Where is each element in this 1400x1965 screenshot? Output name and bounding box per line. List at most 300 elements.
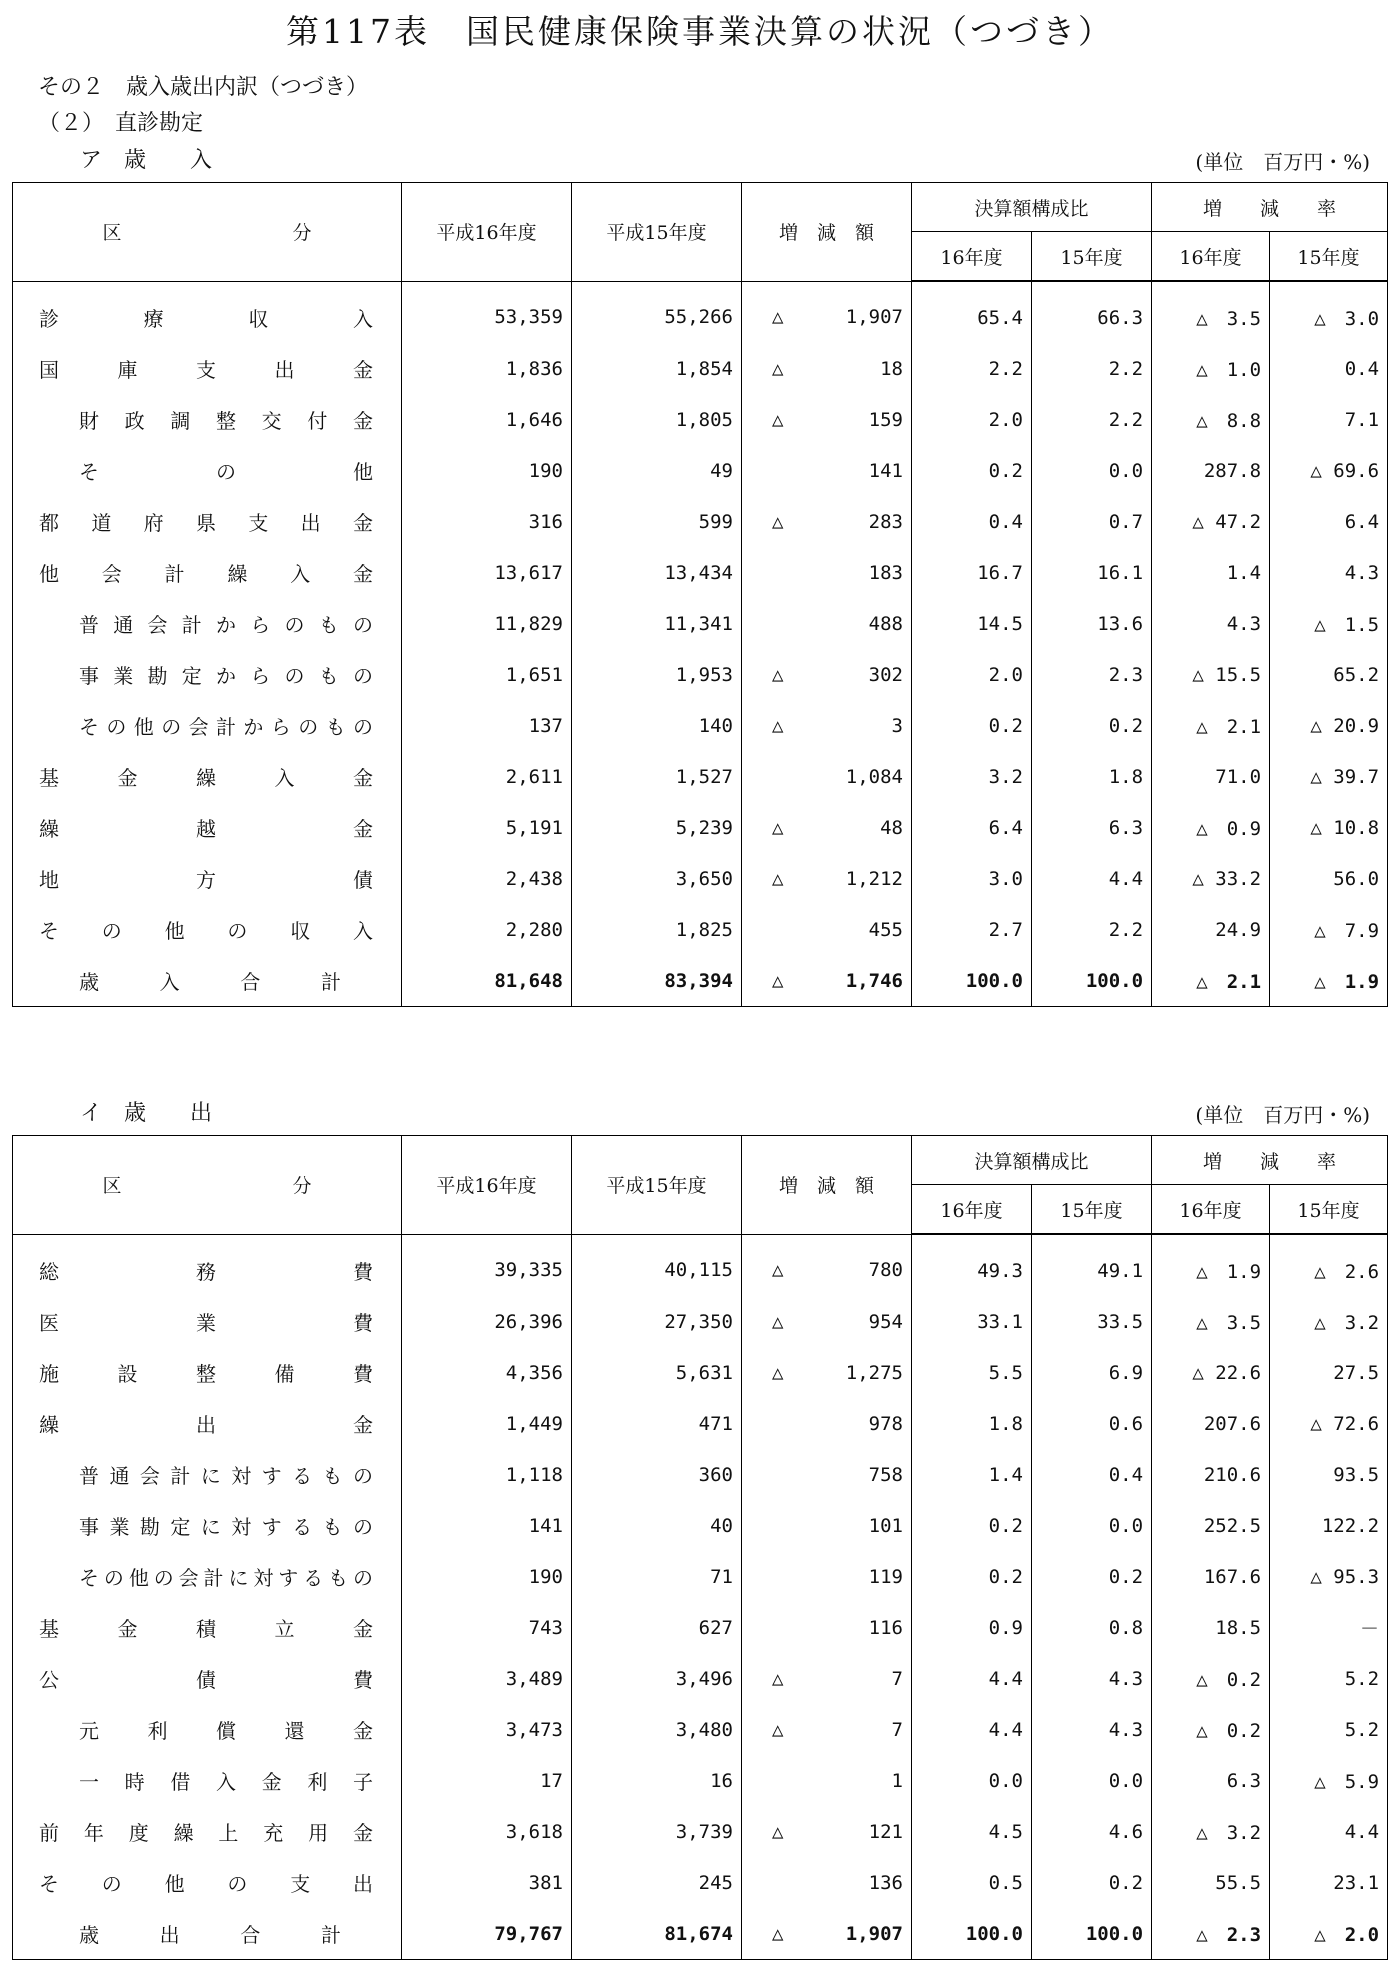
fy15-amount: 3,739 — [572, 1806, 742, 1857]
decrease-marker: △ — [772, 1718, 784, 1741]
change-amount — [742, 343, 912, 394]
decrease-marker: △ — [772, 663, 784, 686]
rate-fy16: △ 1.0 — [1152, 343, 1270, 394]
fy16-amount: 5,191 — [402, 802, 572, 853]
rate-fy15: 23.1 — [1270, 1857, 1388, 1908]
rate-fy15: △ 3.2 — [1270, 1296, 1388, 1347]
change-amount-value: 7 — [891, 1667, 903, 1690]
fy15-amount: 55,266 — [572, 281, 742, 343]
fy16-amount: 1,646 — [402, 394, 572, 445]
header-composition-ratio: 決算額構成比 — [912, 1136, 1152, 1185]
row-label — [13, 1398, 402, 1449]
fy15-amount: 3,496 — [572, 1653, 742, 1704]
change-amount-value: 1 — [891, 1769, 903, 1792]
change-amount-value: 183 — [868, 561, 903, 584]
rate-fy15: 27.5 — [1270, 1347, 1388, 1398]
rate-fy16: 207.6 — [1152, 1398, 1270, 1449]
fy16-amount: 1,651 — [402, 649, 572, 700]
rate-fy15: 122.2 — [1270, 1500, 1388, 1551]
ratio-fy16: 100.0 — [912, 1908, 1032, 1960]
fy15-amount: 627 — [572, 1602, 742, 1653]
ratio-fy16: 0.5 — [912, 1857, 1032, 1908]
row-label — [13, 1500, 402, 1551]
table-row — [13, 1653, 1388, 1704]
table-row — [13, 751, 1388, 802]
header-rate-15: 15年度 — [1270, 232, 1388, 282]
ratio-fy16: 65.4 — [912, 281, 1032, 343]
rate-fy16: 210.6 — [1152, 1449, 1270, 1500]
table-row — [13, 1234, 1388, 1296]
decrease-marker: △ — [772, 510, 784, 533]
rate-fy16: 4.3 — [1152, 598, 1270, 649]
change-amount-value: 119 — [868, 1565, 903, 1588]
row-label-text: 医業費 — [39, 1311, 373, 1335]
row-label — [13, 1653, 402, 1704]
row-label — [13, 904, 402, 955]
row-label-text: 普通会計に対するもの — [79, 1464, 373, 1488]
row-label — [13, 955, 402, 1007]
fy15-amount: 81,674 — [572, 1908, 742, 1960]
fy15-amount: 1,953 — [572, 649, 742, 700]
table-row — [13, 649, 1388, 700]
fy16-amount: 141 — [402, 1500, 572, 1551]
rate-fy16: 18.5 — [1152, 1602, 1270, 1653]
total-row — [13, 955, 1388, 1007]
fy15-amount: 599 — [572, 496, 742, 547]
fy15-amount: 40,115 — [572, 1234, 742, 1296]
change-amount-value: 780 — [868, 1259, 903, 1282]
fy15-amount: 1,527 — [572, 751, 742, 802]
row-label-text: その他 — [79, 460, 373, 484]
change-amount-value: 455 — [868, 918, 903, 941]
fy16-amount: 13,617 — [402, 547, 572, 598]
rate-fy15: △ 5.9 — [1270, 1755, 1388, 1806]
ratio-fy15: 2.2 — [1032, 343, 1152, 394]
rate-fy15: 4.3 — [1270, 547, 1388, 598]
ratio-fy16: 2.0 — [912, 649, 1032, 700]
row-label — [13, 598, 402, 649]
change-amount — [742, 1449, 912, 1500]
row-label — [13, 700, 402, 751]
fy15-amount: 3,650 — [572, 853, 742, 904]
rate-fy15: 4.4 — [1270, 1806, 1388, 1857]
row-label — [13, 649, 402, 700]
change-amount — [742, 802, 912, 853]
decrease-marker: △ — [772, 867, 784, 890]
revenue-heading: ア 歳 入 — [80, 148, 213, 173]
expenditure-table — [12, 1135, 1388, 1960]
ratio-fy16: 3.0 — [912, 853, 1032, 904]
ratio-fy15: 0.2 — [1032, 1551, 1152, 1602]
ratio-fy15: 100.0 — [1032, 955, 1152, 1007]
ratio-fy15: 0.0 — [1032, 1755, 1152, 1806]
ratio-fy16: 0.4 — [912, 496, 1032, 547]
decrease-marker: △ — [772, 1361, 784, 1384]
rate-fy16: △ 0.2 — [1152, 1653, 1270, 1704]
header-change-amount: 増 減 額 — [742, 183, 912, 282]
change-amount — [742, 445, 912, 496]
ratio-fy16: 0.2 — [912, 700, 1032, 751]
rate-fy15: △ 95.3 — [1270, 1551, 1388, 1602]
change-amount-value: 1,212 — [845, 867, 903, 890]
row-label-text: 前年度繰上充用金 — [39, 1821, 373, 1845]
row-label-text: 基金積立金 — [39, 1617, 373, 1641]
row-label-text: その他の会計に対するもの — [79, 1566, 373, 1590]
change-amount-value: 978 — [868, 1412, 903, 1435]
table-row — [13, 1551, 1388, 1602]
ratio-fy16: 14.5 — [912, 598, 1032, 649]
header-change-rate: 増 減 率 — [1152, 183, 1388, 232]
change-amount-value: 159 — [868, 408, 903, 431]
ratio-fy16: 2.2 — [912, 343, 1032, 394]
expenditure-heading: イ 歳 出 — [80, 1101, 213, 1126]
change-amount — [742, 1755, 912, 1806]
change-amount-value: 18 — [880, 357, 903, 380]
change-amount — [742, 955, 912, 1007]
ratio-fy15: 6.3 — [1032, 802, 1152, 853]
row-label-text: 施設整備費 — [39, 1362, 373, 1386]
change-amount — [742, 1806, 912, 1857]
ratio-fy15: 0.2 — [1032, 700, 1152, 751]
ratio-fy16: 4.4 — [912, 1653, 1032, 1704]
rate-fy15: △ 1.9 — [1270, 955, 1388, 1007]
fy15-amount: 11,341 — [572, 598, 742, 649]
change-amount — [742, 1551, 912, 1602]
ratio-fy16: 16.7 — [912, 547, 1032, 598]
header-ratio-15: 15年度 — [1032, 1185, 1152, 1235]
ratio-fy15: 66.3 — [1032, 281, 1152, 343]
table-row — [13, 1296, 1388, 1347]
fy16-amount: 53,359 — [402, 281, 572, 343]
ratio-fy15: 13.6 — [1032, 598, 1152, 649]
rate-fy16: 287.8 — [1152, 445, 1270, 496]
table-row — [13, 343, 1388, 394]
rate-fy15: 7.1 — [1270, 394, 1388, 445]
row-label — [13, 547, 402, 598]
change-amount — [742, 1602, 912, 1653]
change-amount-value: 121 — [868, 1820, 903, 1843]
row-label — [13, 1806, 402, 1857]
fy15-amount: 16 — [572, 1755, 742, 1806]
fy16-amount: 11,829 — [402, 598, 572, 649]
change-amount-value: 48 — [880, 816, 903, 839]
account-subtitle: （２） 直診勘定 — [38, 111, 204, 136]
change-amount-value: 1,275 — [845, 1361, 903, 1384]
table-row — [13, 1857, 1388, 1908]
change-amount-value: 488 — [868, 612, 903, 635]
row-label — [13, 1704, 402, 1755]
row-label-text: 元利償還金 — [79, 1719, 373, 1743]
row-label-text: 公債費 — [39, 1668, 373, 1692]
row-label — [13, 281, 402, 343]
rate-fy15: 6.4 — [1270, 496, 1388, 547]
rate-fy16: △ 0.9 — [1152, 802, 1270, 853]
row-label — [13, 802, 402, 853]
ratio-fy15: 4.6 — [1032, 1806, 1152, 1857]
rate-fy16: △ 47.2 — [1152, 496, 1270, 547]
header-category: 区 分 — [13, 183, 402, 282]
rate-fy16: 71.0 — [1152, 751, 1270, 802]
rate-fy16: △ 2.3 — [1152, 1908, 1270, 1960]
ratio-fy16: 5.5 — [912, 1347, 1032, 1398]
rate-fy15: 93.5 — [1270, 1449, 1388, 1500]
row-label-text: 普通会計からのもの — [79, 613, 373, 637]
row-label-text: 総務費 — [39, 1259, 373, 1284]
fy15-amount: 5,239 — [572, 802, 742, 853]
fy15-amount: 71 — [572, 1551, 742, 1602]
table-row — [13, 904, 1388, 955]
change-amount — [742, 1296, 912, 1347]
rate-fy16: △ 3.5 — [1152, 1296, 1270, 1347]
change-amount — [742, 649, 912, 700]
change-amount — [742, 1653, 912, 1704]
rate-fy15: △ 2.0 — [1270, 1908, 1388, 1960]
row-label — [13, 1449, 402, 1500]
change-amount-value: 136 — [868, 1871, 903, 1894]
fy15-amount: 27,350 — [572, 1296, 742, 1347]
change-amount — [742, 1500, 912, 1551]
rate-fy16: 6.3 — [1152, 1755, 1270, 1806]
fy15-amount: 5,631 — [572, 1347, 742, 1398]
expenditure-rows — [13, 1234, 1388, 1960]
row-label — [13, 1755, 402, 1806]
fy15-amount: 40 — [572, 1500, 742, 1551]
row-label — [13, 1908, 402, 1960]
fy16-amount: 1,836 — [402, 343, 572, 394]
change-amount-value: 1,084 — [845, 765, 903, 788]
ratio-fy16: 0.2 — [912, 445, 1032, 496]
rate-fy15: △ 69.6 — [1270, 445, 1388, 496]
fy16-amount: 2,611 — [402, 751, 572, 802]
change-amount-value: 1,907 — [845, 306, 903, 329]
fy16-amount: 79,767 — [402, 1908, 572, 1960]
rate-fy16: △ 0.2 — [1152, 1704, 1270, 1755]
ratio-fy15: 0.0 — [1032, 445, 1152, 496]
ratio-fy15: 0.8 — [1032, 1602, 1152, 1653]
ratio-fy16: 0.2 — [912, 1500, 1032, 1551]
ratio-fy15: 2.2 — [1032, 904, 1152, 955]
change-amount-value: 302 — [868, 663, 903, 686]
ratio-fy15: 2.3 — [1032, 649, 1152, 700]
table-row — [13, 1500, 1388, 1551]
rate-fy15: △ 7.9 — [1270, 904, 1388, 955]
row-label-text: 診療収入 — [39, 306, 373, 331]
ratio-fy15: 0.7 — [1032, 496, 1152, 547]
ratio-fy16: 1.8 — [912, 1398, 1032, 1449]
change-amount — [742, 751, 912, 802]
row-label — [13, 1551, 402, 1602]
decrease-marker: △ — [772, 357, 784, 380]
ratio-fy16: 0.0 — [912, 1755, 1032, 1806]
table-row — [13, 1347, 1388, 1398]
row-label-text: 事業勘定に対するもの — [79, 1515, 373, 1539]
change-amount-value: 283 — [868, 510, 903, 533]
row-label — [13, 751, 402, 802]
change-amount — [742, 1347, 912, 1398]
change-amount-value: 141 — [868, 459, 903, 482]
change-amount — [742, 598, 912, 649]
rate-fy16: △ 1.9 — [1152, 1234, 1270, 1296]
ratio-fy15: 100.0 — [1032, 1908, 1152, 1960]
ratio-fy16: 0.2 — [912, 1551, 1032, 1602]
table-row — [13, 496, 1388, 547]
ratio-fy16: 3.2 — [912, 751, 1032, 802]
fy15-amount: 471 — [572, 1398, 742, 1449]
decrease-marker: △ — [772, 1667, 784, 1690]
ratio-fy16: 2.7 — [912, 904, 1032, 955]
decrease-marker: △ — [772, 816, 784, 839]
fy16-amount: 2,438 — [402, 853, 572, 904]
row-label — [13, 1296, 402, 1347]
fy16-amount: 381 — [402, 1857, 572, 1908]
ratio-fy15: 0.0 — [1032, 1500, 1152, 1551]
change-amount-value: 954 — [868, 1310, 903, 1333]
rate-fy16: 55.5 — [1152, 1857, 1270, 1908]
rate-fy15: △ 39.7 — [1270, 751, 1388, 802]
row-label-text: 国庫支出金 — [39, 358, 373, 382]
table-row — [13, 853, 1388, 904]
section-subtitle: その２ 歳入歳出内訳（つづき） — [38, 75, 369, 100]
change-amount — [742, 1398, 912, 1449]
rate-fy16: △ 2.1 — [1152, 955, 1270, 1007]
fy15-amount: 245 — [572, 1857, 742, 1908]
ratio-fy15: 4.3 — [1032, 1704, 1152, 1755]
row-label — [13, 343, 402, 394]
fy16-amount: 1,118 — [402, 1449, 572, 1500]
table-row — [13, 547, 1388, 598]
table-row — [13, 445, 1388, 496]
fy15-amount: 1,805 — [572, 394, 742, 445]
fy16-amount: 3,489 — [402, 1653, 572, 1704]
fy15-amount: 360 — [572, 1449, 742, 1500]
ratio-fy15: 6.9 — [1032, 1347, 1152, 1398]
fy16-amount: 17 — [402, 1755, 572, 1806]
fy16-amount: 316 — [402, 496, 572, 547]
ratio-fy16: 4.4 — [912, 1704, 1032, 1755]
change-amount — [742, 281, 912, 343]
fy16-amount: 81,648 — [402, 955, 572, 1007]
row-label-text: 歳出合計 — [79, 1923, 341, 1947]
rate-fy15: △ 2.6 — [1270, 1234, 1388, 1296]
row-label-text: その他の支出 — [39, 1872, 373, 1896]
total-row — [13, 1908, 1388, 1960]
row-label-text: 都道府県支出金 — [39, 511, 373, 535]
rate-fy16: △ 3.2 — [1152, 1806, 1270, 1857]
change-amount — [742, 547, 912, 598]
rate-fy16: 1.4 — [1152, 547, 1270, 598]
ratio-fy16: 2.0 — [912, 394, 1032, 445]
fy16-amount: 2,280 — [402, 904, 572, 955]
change-amount — [742, 394, 912, 445]
table-row — [13, 1398, 1388, 1449]
table-row — [13, 802, 1388, 853]
rate-fy16: △ 8.8 — [1152, 394, 1270, 445]
change-amount-value: 1,746 — [845, 969, 903, 992]
header-rate-16: 16年度 — [1152, 232, 1270, 282]
decrease-marker: △ — [772, 1922, 784, 1945]
row-label — [13, 1857, 402, 1908]
fy16-amount: 190 — [402, 445, 572, 496]
fy16-amount: 3,618 — [402, 1806, 572, 1857]
expenditure-unit-note: (単位 百万円・%) — [1195, 1103, 1370, 1127]
rate-fy15: △ 3.0 — [1270, 281, 1388, 343]
decrease-marker: △ — [772, 1820, 784, 1843]
ratio-fy16: 4.5 — [912, 1806, 1032, 1857]
rate-fy15: 0.4 — [1270, 343, 1388, 394]
row-label — [13, 496, 402, 547]
decrease-marker: △ — [772, 1310, 784, 1333]
ratio-fy15: 0.2 — [1032, 1857, 1152, 1908]
fy15-amount: 1,854 — [572, 343, 742, 394]
fy15-amount: 49 — [572, 445, 742, 496]
decrease-marker: △ — [772, 969, 784, 992]
fy16-amount: 26,396 — [402, 1296, 572, 1347]
table-row — [13, 700, 1388, 751]
rate-fy16: △ 33.2 — [1152, 853, 1270, 904]
row-label-text: その他の収入 — [39, 919, 373, 943]
decrease-marker: △ — [772, 306, 784, 329]
rate-fy16: △ 22.6 — [1152, 1347, 1270, 1398]
header-ratio-16: 16年度 — [912, 232, 1032, 282]
row-label-text: 繰越金 — [39, 817, 373, 841]
table-row — [13, 1704, 1388, 1755]
change-amount — [742, 1857, 912, 1908]
header-fy15: 平成15年度 — [572, 1136, 742, 1235]
table-row — [13, 598, 1388, 649]
header-change-rate: 増 減 率 — [1152, 1136, 1388, 1185]
rate-fy15: － — [1270, 1602, 1388, 1653]
revenue-unit-note: (単位 百万円・%) — [1195, 150, 1370, 174]
fy15-amount: 3,480 — [572, 1704, 742, 1755]
rate-fy16: △ 15.5 — [1152, 649, 1270, 700]
change-amount-value: 758 — [868, 1463, 903, 1486]
row-label-text: 事業勘定からのもの — [79, 664, 373, 688]
change-amount-value: 1,907 — [845, 1922, 903, 1945]
rate-fy15: 65.2 — [1270, 649, 1388, 700]
rate-fy16: △ 2.1 — [1152, 700, 1270, 751]
row-label — [13, 445, 402, 496]
ratio-fy15: 2.2 — [1032, 394, 1152, 445]
rate-fy15: △ 72.6 — [1270, 1398, 1388, 1449]
ratio-fy15: 49.1 — [1032, 1234, 1152, 1296]
revenue-rows — [13, 281, 1388, 1007]
ratio-fy16: 6.4 — [912, 802, 1032, 853]
table-row — [13, 1449, 1388, 1500]
fy15-amount: 13,434 — [572, 547, 742, 598]
row-label-text: 他会計繰入金 — [39, 562, 373, 586]
fy16-amount: 3,473 — [402, 1704, 572, 1755]
header-change-amount: 増 減 額 — [742, 1136, 912, 1235]
decrease-marker: △ — [772, 408, 784, 431]
header-fy16: 平成16年度 — [402, 183, 572, 282]
rate-fy15: 5.2 — [1270, 1704, 1388, 1755]
row-label — [13, 394, 402, 445]
fy15-amount: 140 — [572, 700, 742, 751]
decrease-marker: △ — [772, 714, 784, 737]
rate-fy16: 167.6 — [1152, 1551, 1270, 1602]
ratio-fy15: 16.1 — [1032, 547, 1152, 598]
row-label — [13, 853, 402, 904]
ratio-fy15: 1.8 — [1032, 751, 1152, 802]
change-amount — [742, 700, 912, 751]
fy15-amount: 83,394 — [572, 955, 742, 1007]
row-label-text: 財政調整交付金 — [79, 409, 373, 433]
header-rate-15: 15年度 — [1270, 1185, 1388, 1235]
rate-fy16: 252.5 — [1152, 1500, 1270, 1551]
rate-fy15: △ 20.9 — [1270, 700, 1388, 751]
ratio-fy15: 4.4 — [1032, 853, 1152, 904]
fy16-amount: 743 — [402, 1602, 572, 1653]
